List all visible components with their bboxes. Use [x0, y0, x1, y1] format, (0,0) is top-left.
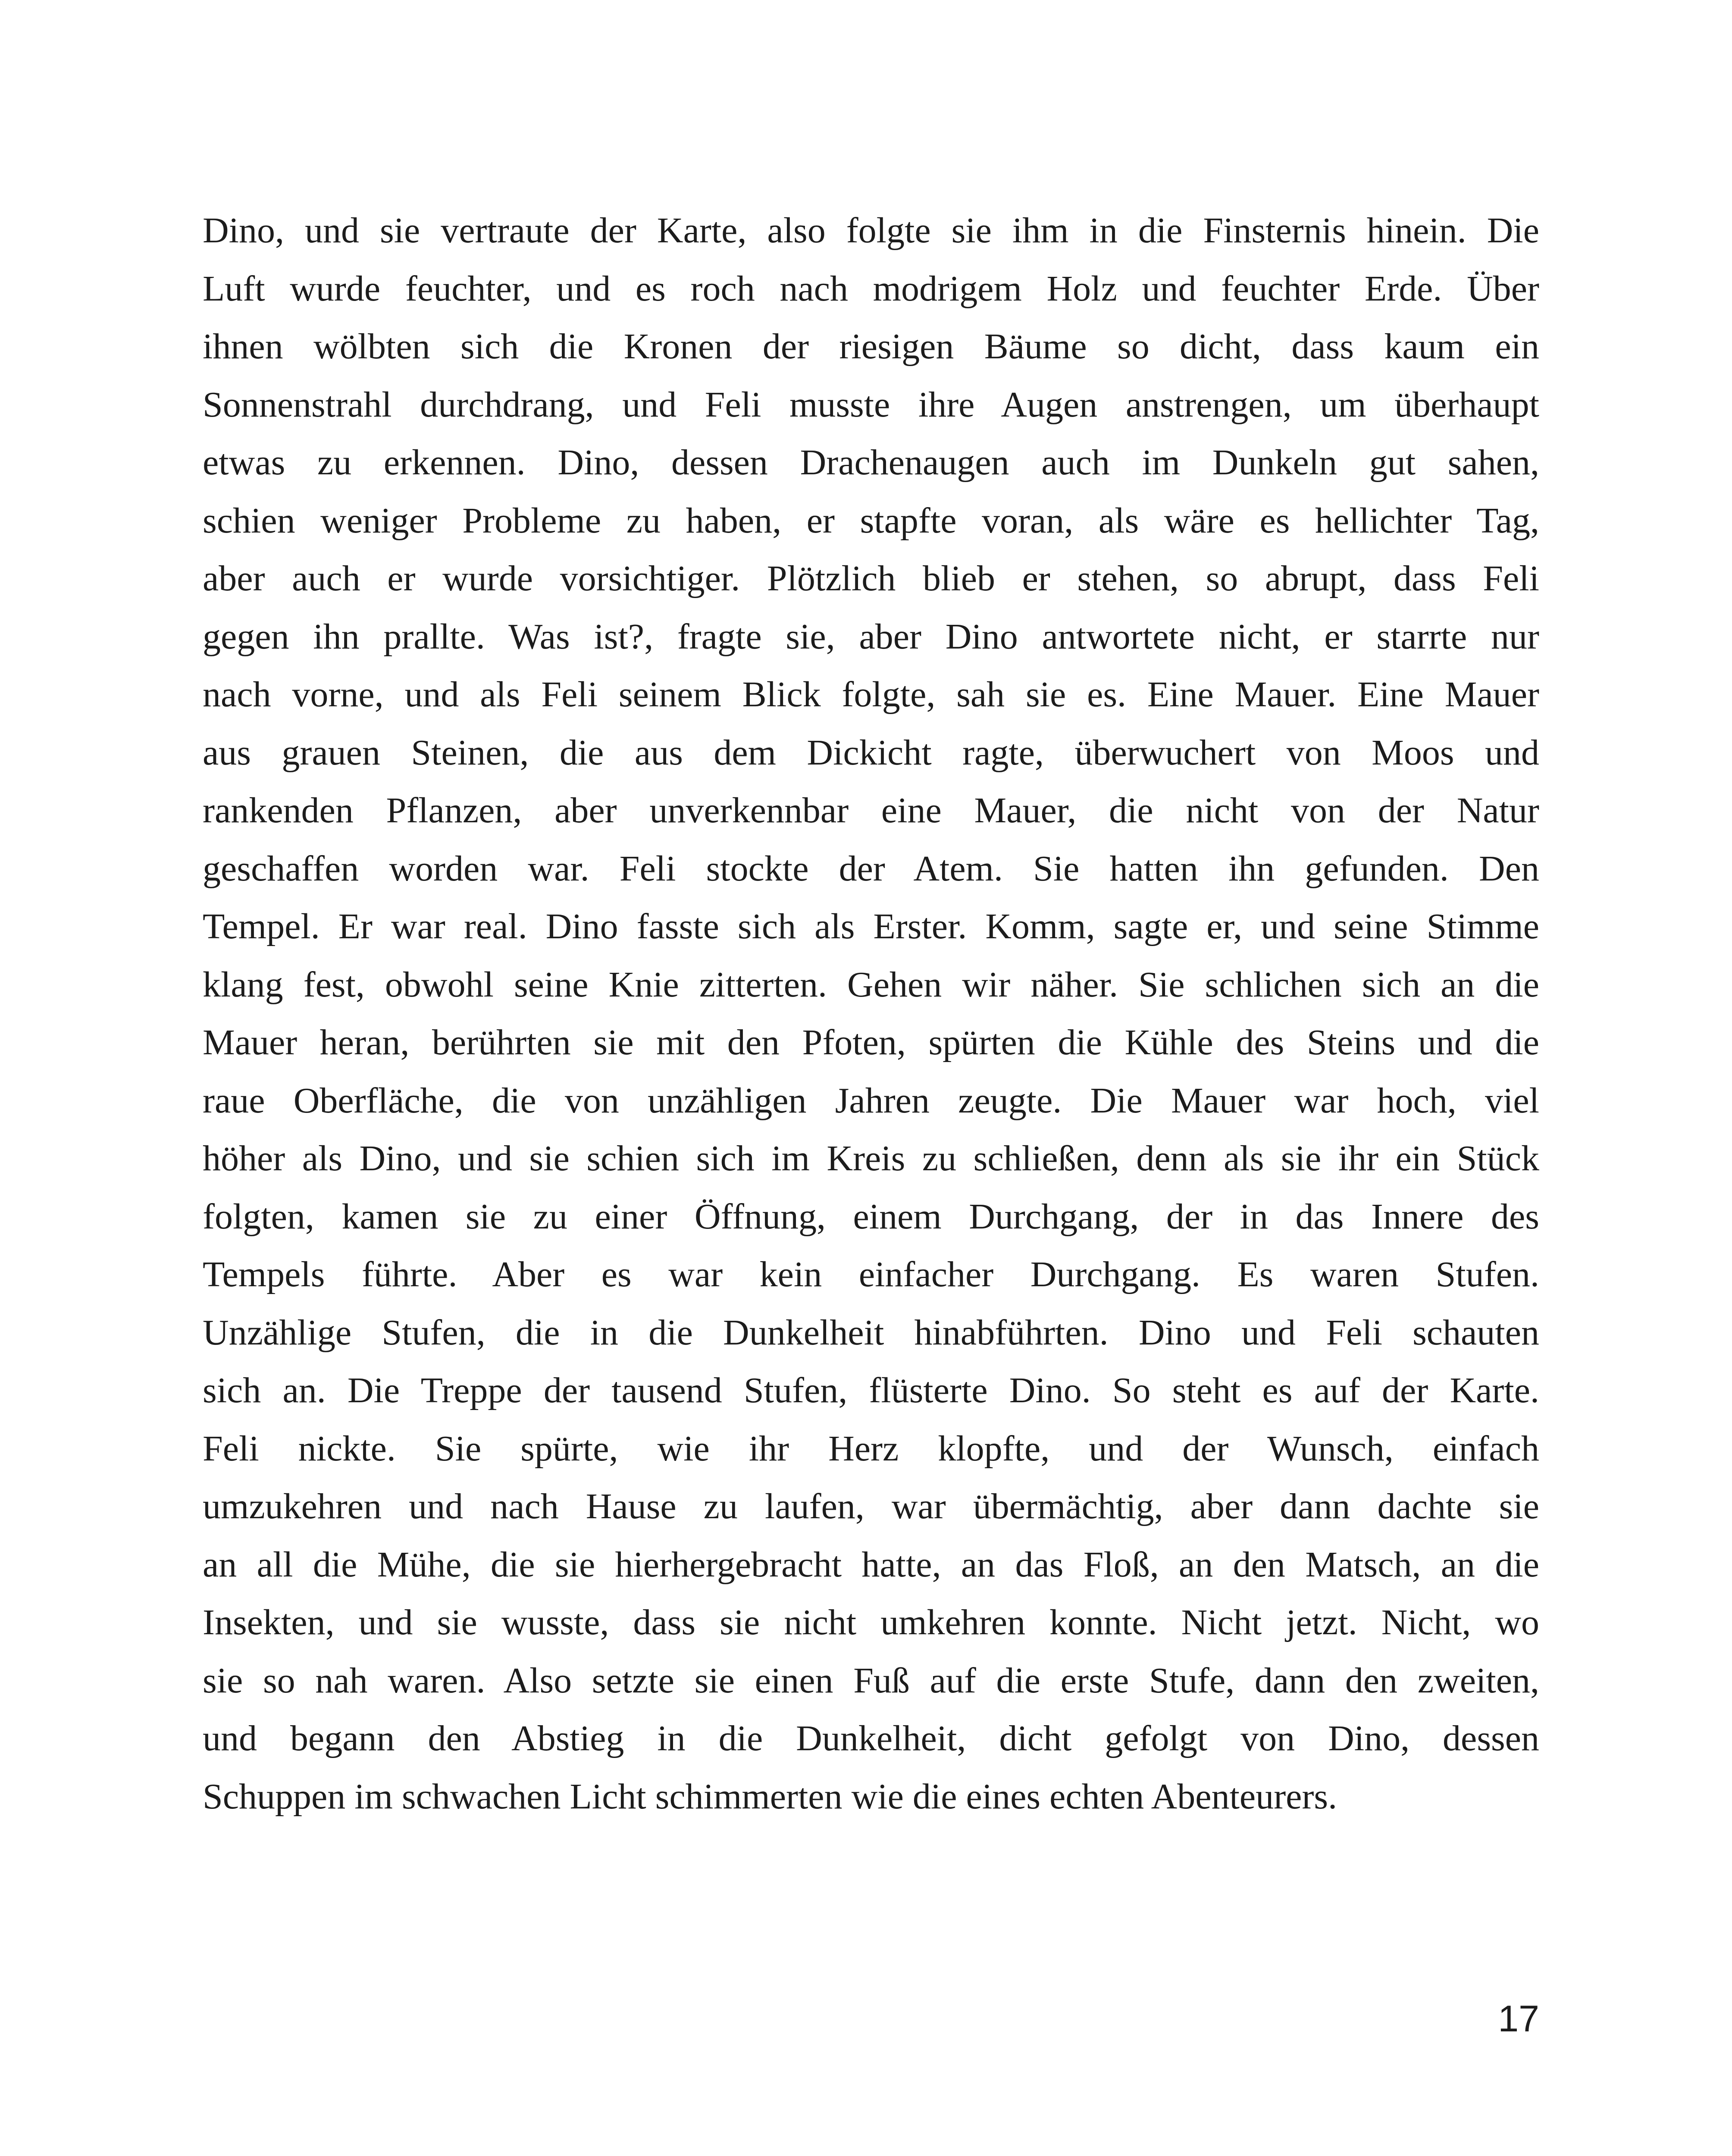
text-line: Dino, und sie vertraute der Karte, also folgte sie ihm in die Finsternis hinein. Die: [203, 210, 1539, 251]
text-line: an all die Mühe, die sie hierhergebracht hatte, an das Floß, an den Matsch, an die: [203, 1544, 1539, 1585]
text-line: sie so nah waren. Also setzte sie einen Fuß auf die erste Stufe, dann den zweiten,: [203, 1660, 1539, 1701]
text-line: nach vorne, und als Feli seinem Blick folgte, sah sie es. Eine Mauer. Eine Mauer: [203, 674, 1539, 714]
text-line: Sonnenstrahl durchdrang, und Feli musste ihre Augen anstrengen, um überhaupt: [203, 384, 1539, 425]
text-line: geschaffen worden war. Feli stockte der Atem. Sie hatten ihn gefunden. Den: [203, 848, 1539, 889]
text-line: schien weniger Probleme zu haben, er stapfte voran, als wäre es hellichter Tag,: [203, 500, 1539, 541]
body-paragraph: [203, 202, 1539, 1826]
text-line: höher als Dino, und sie schien sich im Kreis zu schließen, denn als sie ihr ein Stück: [203, 1138, 1539, 1178]
text-line: Tempels führte. Aber es war kein einfacher Durchgang. Es waren Stufen.: [203, 1254, 1539, 1294]
text-line: raue Oberfläche, die von unzähligen Jahren zeugte. Die Mauer war hoch, viel: [203, 1080, 1539, 1121]
text-line: Tempel. Er war real. Dino fasste sich als Erster. Komm, sagte er, und seine Stimme: [203, 906, 1539, 946]
text-line: umzukehren und nach Hause zu laufen, war übermächtig, aber dann dachte sie: [203, 1486, 1539, 1526]
page-number: 17: [1498, 1998, 1539, 2040]
text-line: Luft wurde feuchter, und es roch nach modrigem Holz und feuchter Erde. Über: [203, 268, 1539, 309]
text-line: Feli nickte. Sie spürte, wie ihr Herz klopfte, und der Wunsch, einfach: [203, 1428, 1539, 1469]
text-line: und begann den Abstieg in die Dunkelheit, dicht gefolgt von Dino, dessen: [203, 1718, 1539, 1758]
text-line: ihnen wölbten sich die Kronen der riesigen Bäume so dicht, dass kaum ein: [203, 326, 1539, 367]
text-line: sich an. Die Treppe der tausend Stufen, flüsterte Dino. So steht es auf der Karte.: [203, 1370, 1539, 1410]
text-line: etwas zu erkennen. Dino, dessen Drachenaugen auch im Dunkeln gut sahen,: [203, 442, 1539, 483]
text-line: rankenden Pflanzen, aber unverkennbar eine Mauer, die nicht von der Natur: [203, 790, 1539, 830]
text-line: folgten, kamen sie zu einer Öffnung, einem Durchgang, der in das Innere des: [203, 1196, 1539, 1237]
text-line-last: Schuppen im schwachen Licht schimmerten wie die eines echten Abenteurers.: [203, 1776, 1337, 1817]
text-line: Mauer heran, berührten sie mit den Pfoten, spürten die Kühle des Steins und die: [203, 1022, 1539, 1062]
text-line: klang fest, obwohl seine Knie zitterten. Gehen wir näher. Sie schlichen sich an die: [203, 964, 1539, 1005]
text-line: gegen ihn prallte. Was ist?, fragte sie, aber Dino antwortete nicht, er starrte nur: [203, 616, 1539, 657]
text-line: aber auch er wurde vorsichtiger. Plötzlich blieb er stehen, so abrupt, dass Feli: [203, 558, 1539, 599]
text-line: aus grauen Steinen, die aus dem Dickicht ragte, überwuchert von Moos und: [203, 732, 1539, 773]
text-line: Insekten, und sie wusste, dass sie nicht umkehren konnte. Nicht jetzt. Nicht, wo: [203, 1602, 1539, 1642]
text-line: Unzählige Stufen, die in die Dunkelheit hinabführten. Dino und Feli schauten: [203, 1312, 1539, 1353]
